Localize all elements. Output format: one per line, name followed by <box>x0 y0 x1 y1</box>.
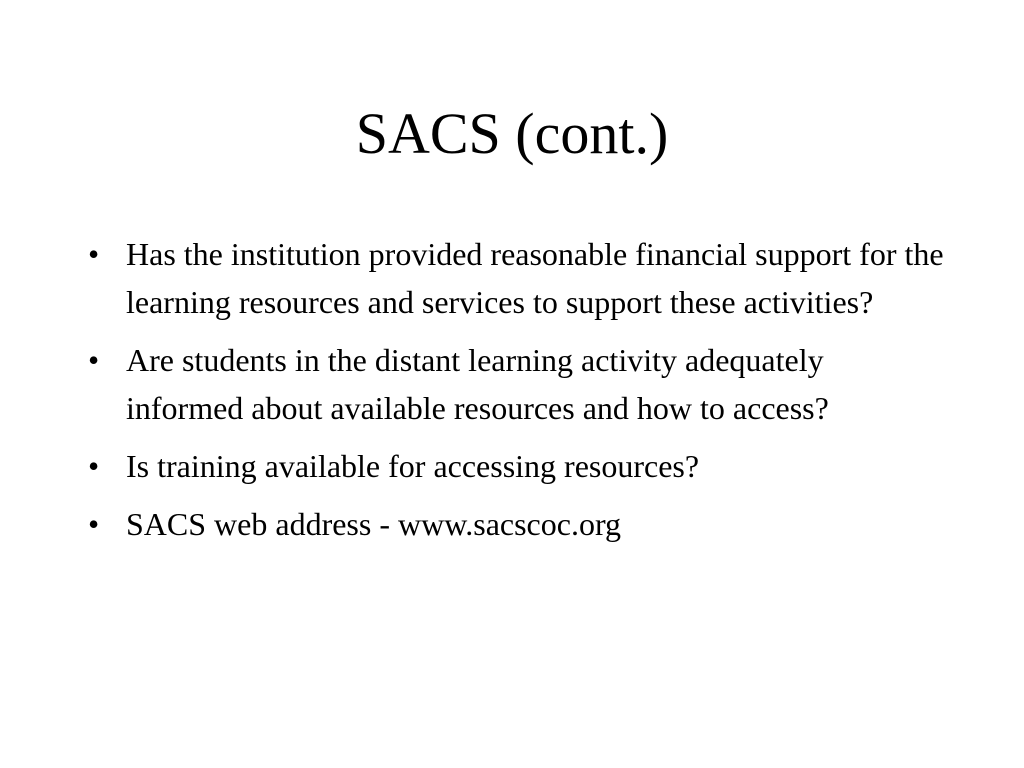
bullet-list <box>88 230 948 558</box>
bullet-text: Has the institution provided reasonable financial support for the learning resources and services to support these activities? <box>126 236 944 320</box>
bullet-text: Is training available for accessing resources? <box>126 448 700 484</box>
slide-title: SACS (cont.) <box>355 101 669 166</box>
bullet-icon: • <box>88 342 100 378</box>
bullet-icon: • <box>88 448 100 484</box>
bullet-icon: • <box>88 506 100 542</box>
bullet-icon: • <box>88 236 100 272</box>
bullet-item <box>88 500 948 548</box>
bullet-item <box>88 442 948 490</box>
bullet-item <box>88 230 948 326</box>
bullet-item <box>88 336 948 432</box>
bullet-text: Are students in the distant learning activity adequately informed about available resources and how to access? <box>126 342 829 426</box>
bullet-text: SACS web address - www.sacscoc.org <box>126 506 622 542</box>
